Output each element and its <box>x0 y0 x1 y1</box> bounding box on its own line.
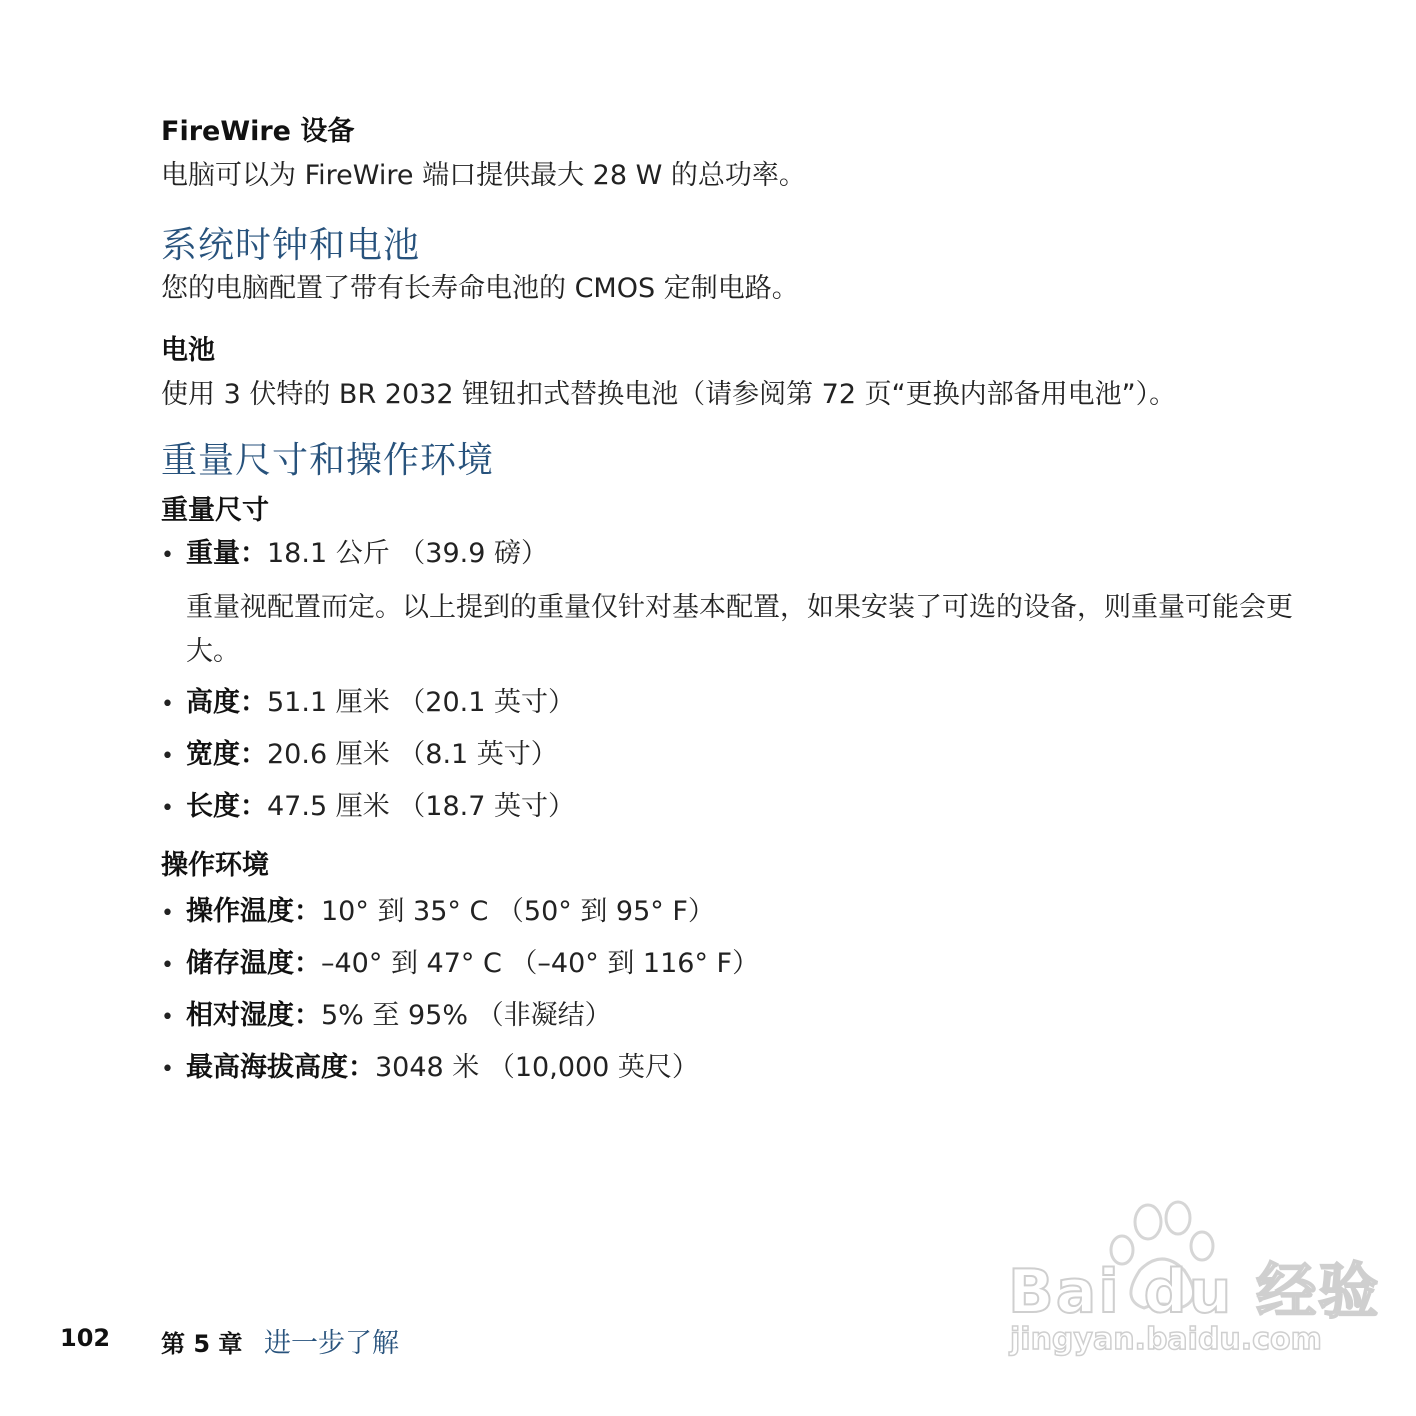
weight-value: 18.1 公斤 （39.9 磅） <box>267 538 548 569</box>
environment-heading: 操作环境 <box>161 850 269 881</box>
baidu-watermark <box>1000 1200 1381 1370</box>
width-item <box>186 741 558 768</box>
bullet-icon: • <box>161 692 174 717</box>
op-temp-label: 操作温度： <box>186 896 321 927</box>
weight-note: 重量视配置而定。以上提到的重量仅针对基本配置，如果安装了可选的设备，则重量可能会更大。 <box>186 592 1293 667</box>
length-value: 47.5 厘米 （18.7 英寸） <box>267 791 575 822</box>
bullet-icon: • <box>161 543 174 568</box>
length-item <box>186 793 575 820</box>
height-item <box>186 689 575 716</box>
height-value: 51.1 厘米 （20.1 英寸） <box>267 687 575 718</box>
op-temp-value: 10° 到 35° C （50° 到 95° F） <box>321 896 715 927</box>
weight-section-heading: 重量尺寸和操作环境 <box>161 440 495 481</box>
battery-heading: 电池 <box>161 335 215 366</box>
bullet-icon: • <box>161 796 174 821</box>
altitude-value: 3048 米 （10,000 英尺） <box>375 1052 699 1083</box>
chapter-title: 进一步了解 <box>264 1328 399 1359</box>
width-label: 宽度： <box>186 739 267 770</box>
battery-text: 使用 3 伏特的 BR 2032 锂钮扣式替换电池（请参阅第 72 页“更换内部备用电池”）。 <box>161 379 1177 410</box>
altitude-item <box>186 1054 699 1081</box>
chapter-label: 第 5 章 <box>161 1330 243 1358</box>
dimensions-heading: 重量尺寸 <box>161 495 269 526</box>
watermark-brand: Bai du 经验 <box>1008 1257 1381 1327</box>
clock-battery-text: 您的电脑配置了带有长寿命电池的 CMOS 定制电路。 <box>161 273 799 304</box>
humidity-label: 相对湿度： <box>186 1000 321 1031</box>
altitude-label: 最高海拔高度： <box>186 1052 375 1083</box>
height-label: 高度： <box>186 687 267 718</box>
humidity-item <box>186 1002 612 1029</box>
bullet-icon: • <box>161 901 174 926</box>
storage-temp-item <box>186 950 759 977</box>
bullet-icon: • <box>161 953 174 978</box>
humidity-value: 5% 至 95% （非凝结） <box>321 1000 612 1031</box>
length-label: 长度： <box>186 791 267 822</box>
bullet-icon: • <box>161 744 174 769</box>
page-number: 102 <box>60 1324 111 1352</box>
width-value: 20.6 厘米 （8.1 英寸） <box>267 739 558 770</box>
storage-temp-label: 储存温度： <box>186 948 321 979</box>
firewire-heading: FireWire 设备 <box>161 116 355 147</box>
weight-label: 重量： <box>186 538 267 569</box>
bullet-icon: • <box>161 1005 174 1030</box>
op-temp-item <box>186 898 715 925</box>
clock-battery-heading: 系统时钟和电池 <box>161 225 421 266</box>
storage-temp-value: –40° 到 47° C （–40° 到 116° F） <box>321 948 760 979</box>
watermark-url: jingyan.baidu.com <box>1010 1322 1322 1357</box>
bullet-icon: • <box>161 1057 174 1082</box>
weight-item <box>186 540 548 567</box>
firewire-text: 电脑可以为 FireWire 端口提供最大 28 W 的总功率。 <box>161 160 806 191</box>
